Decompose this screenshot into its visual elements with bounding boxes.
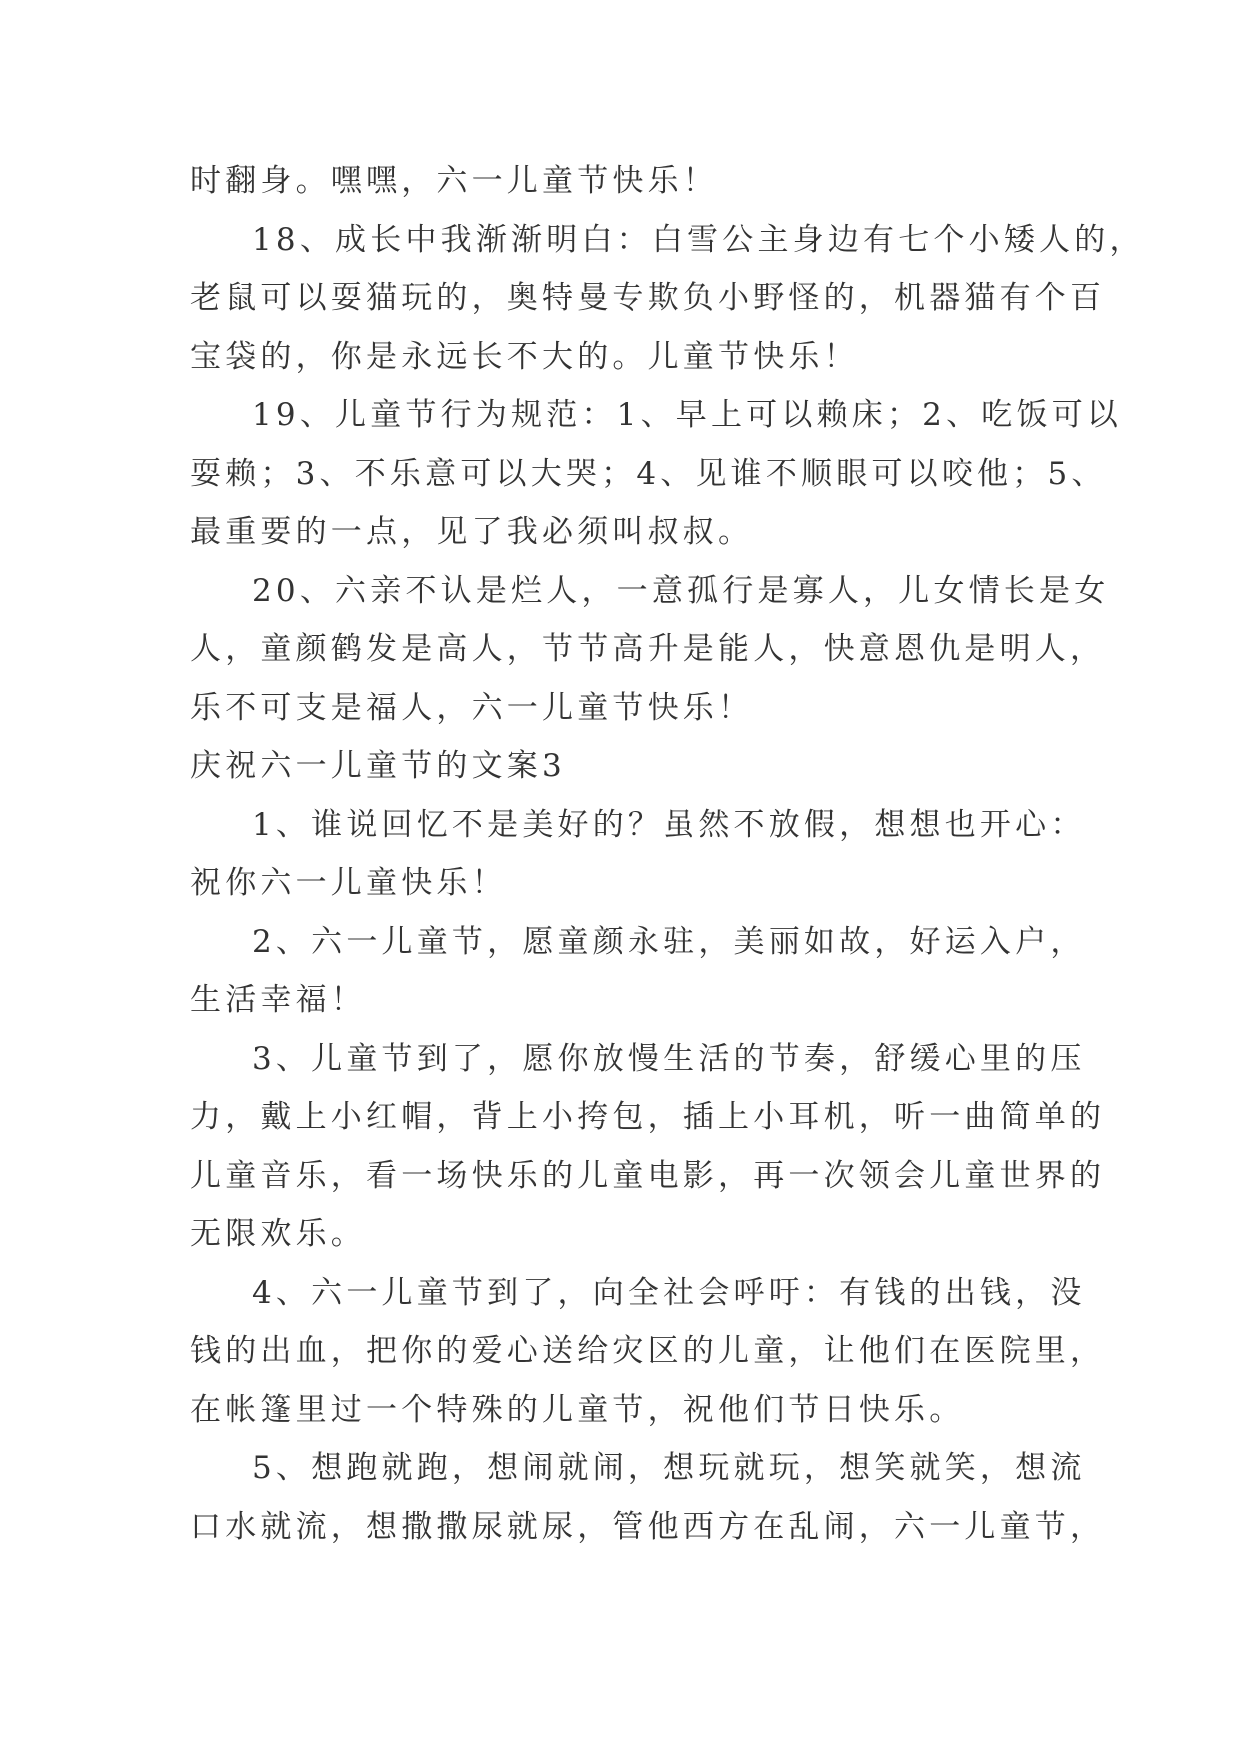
- text-line: 老鼠可以耍猫玩的，奥特曼专欺负小野怪的，机器猫有个百: [190, 280, 1106, 316]
- text-line: 20、六亲不认是烂人，一意孤行是寡人，儿女情长是女: [252, 572, 1110, 609]
- text-line: 乐不可支是福人，六一儿童节快乐！: [190, 689, 754, 726]
- text-line: 在帐篷里过一个特殊的儿童节，祝他们节日快乐。: [190, 1391, 965, 1428]
- text-line: 4、六一儿童节到了，向全社会呼吁：有钱的出钱，没: [252, 1274, 1086, 1311]
- text-line: 力，戴上小红帽，背上小挎包，插上小耳机，听一曲简单的: [190, 1099, 1106, 1135]
- text-line: 18、成长中我渐渐明白：白雪公主身边有七个小矮人的，: [252, 221, 1145, 258]
- text-line: 钱的出血，把你的爱心送给灾区的儿童，让他们在医院里，: [190, 1333, 1106, 1369]
- text-line: 生活幸福！: [190, 982, 366, 1018]
- document-body: [190, 152, 1145, 1556]
- text-line: 19、儿童节行为规范：1、早上可以赖床；2、吃饭可以: [252, 397, 1123, 433]
- text-line: 5、想跑就跑，想闹就闹，想玩就玩，想笑就笑，想流: [252, 1450, 1086, 1486]
- text-line: 儿童音乐，看一场快乐的儿童电影，再一次领会儿童世界的: [190, 1157, 1106, 1194]
- text-line: 3、儿童节到了，愿你放慢生活的节奏，舒缓心里的压: [252, 1040, 1086, 1077]
- text-line: 最重要的一点，见了我必须叫叔叔。: [190, 514, 754, 550]
- text-line: 口水就流，想撒撒尿就尿，管他西方在乱闹，六一儿童节，: [190, 1508, 1106, 1545]
- text-line: 人，童颜鹤发是高人，节节高升是能人，快意恩仇是明人，: [190, 631, 1106, 667]
- text-line: 祝你六一儿童快乐！: [190, 865, 507, 901]
- text-line: 1、谁说回忆不是美好的？虽然不放假，想想也开心：: [252, 806, 1086, 843]
- text-line: 宝袋的，你是永远长不大的。儿童节快乐！: [190, 338, 859, 375]
- text-line: 时翻身。嘿嘿，六一儿童节快乐！: [190, 163, 718, 199]
- section-heading: 庆祝六一儿童节的文案3: [190, 748, 566, 784]
- text-line: 2、六一儿童节，愿童颜永驻，美丽如故，好运入户，: [252, 923, 1086, 960]
- text-line: 无限欢乐。: [190, 1216, 366, 1252]
- text-line: 耍赖；3、不乐意可以大哭；4、见谁不顺眼可以咬他；5、: [190, 455, 1107, 492]
